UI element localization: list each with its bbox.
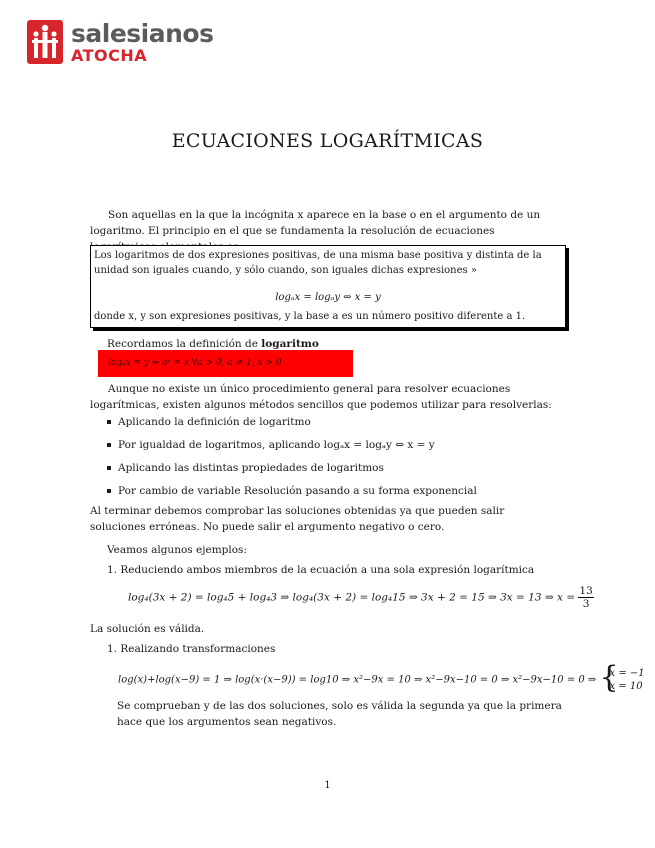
example1-equation-text: log₄(3x + 2) = log₄5 + log₄3 ⇒ log₄(3x + 2) = log₄15 ⇒ 3x + 2 = 15 ⇒ 3x = 13 ⇒ x = xyxy=(128,591,576,604)
page-number: 1 xyxy=(324,780,331,791)
solution-2: x = 10 xyxy=(609,681,643,692)
principle-footer: donde x, y son expresiones positivas, y la base a es un número positivo diferente a 1. xyxy=(94,311,526,322)
page-title: ECUACIONES LOGARÍTMICAS xyxy=(171,130,484,152)
example2-equation xyxy=(118,660,645,695)
logo-subtitle: ATOCHA xyxy=(71,45,148,65)
principle-text: Los logaritmos de dos expresiones positivas, de una misma base positiva y distinta de la unidad son iguales cuando, y sólo cuando, son iguales dichas expresiones » xyxy=(94,250,542,276)
example1-label: 1. Reduciendo ambos miembros de la ecuación a una sola expresión logarítmica xyxy=(107,564,535,576)
list-item: Aplicando las distintas propiedades de logaritmos xyxy=(107,460,547,476)
principle-equation: logₐx = logₐy ⇔ x = y xyxy=(275,292,381,303)
list-item: Por igualdad de logaritmos, aplicando logₐx = logₐy ⇔ x = y xyxy=(107,437,547,453)
definition-keyword: logaritmo xyxy=(261,338,319,350)
example1-equation xyxy=(128,585,594,610)
fraction-denominator: 3 xyxy=(582,598,590,610)
list-item: Por cambio de variable Resolución pasando a su forma exponencial xyxy=(107,483,547,499)
logo-brand-name: salesianos xyxy=(71,18,214,48)
solution-1: x = −1 xyxy=(609,668,645,679)
example2-solutions xyxy=(599,660,645,695)
warning-paragraph: Al terminar debemos comprobar las soluciones obtenidas ya que pueden salir soluciones erróneas. No puede salir el argumento negativo o cero. xyxy=(90,505,505,533)
example2-label: 1. Realizando transformaciones xyxy=(107,643,276,655)
methods-intro-paragraph: Aunque no existe un único procedimiento general para resolver ecuaciones logarítmicas, existen algunos métodos sencillos que podemos utilizar para resolverlas: xyxy=(90,383,552,411)
example1-fraction xyxy=(578,585,593,610)
example1-conclusion: La solución es válida. xyxy=(90,623,205,635)
example2-equation-text: log(x)+log(x−9) = 1 ⇒ log(x·(x−9)) = log10 ⇒ x²−9x = 10 ⇒ x²−9x−10 = 0 ⇒ x²−9x−10 = 0 ⇒ xyxy=(118,674,597,686)
intro-paragraph: Son aquellas en la que la incógnita x aparece en la base o en el argumento de un logaritmo. El principio en el que se fundamenta la resolución de ecuaciones xyxy=(90,209,541,237)
salesianos-logo xyxy=(27,20,213,64)
salesianos-logo-icon xyxy=(27,20,63,64)
definition-formula-highlight: logₐx = y ⇔ aʸ = x ∀a > 0, a ≠ 1, x > 0 xyxy=(98,350,353,377)
principle-box xyxy=(90,245,566,328)
brace-icon: { xyxy=(599,660,619,695)
fraction-numerator: 13 xyxy=(579,585,593,597)
list-item: Aplicando la definición de logaritmo xyxy=(107,414,547,430)
definition-prefix: Recordamos la definición de xyxy=(107,338,258,350)
example2-conclusion: Se comprueban y de las dos soluciones, solo es válida la segunda ya que la primera hace que los argumentos sean negativos. xyxy=(117,700,562,728)
examples-intro: Veamos algunos ejemplos: xyxy=(107,544,247,556)
methods-list xyxy=(107,414,547,506)
